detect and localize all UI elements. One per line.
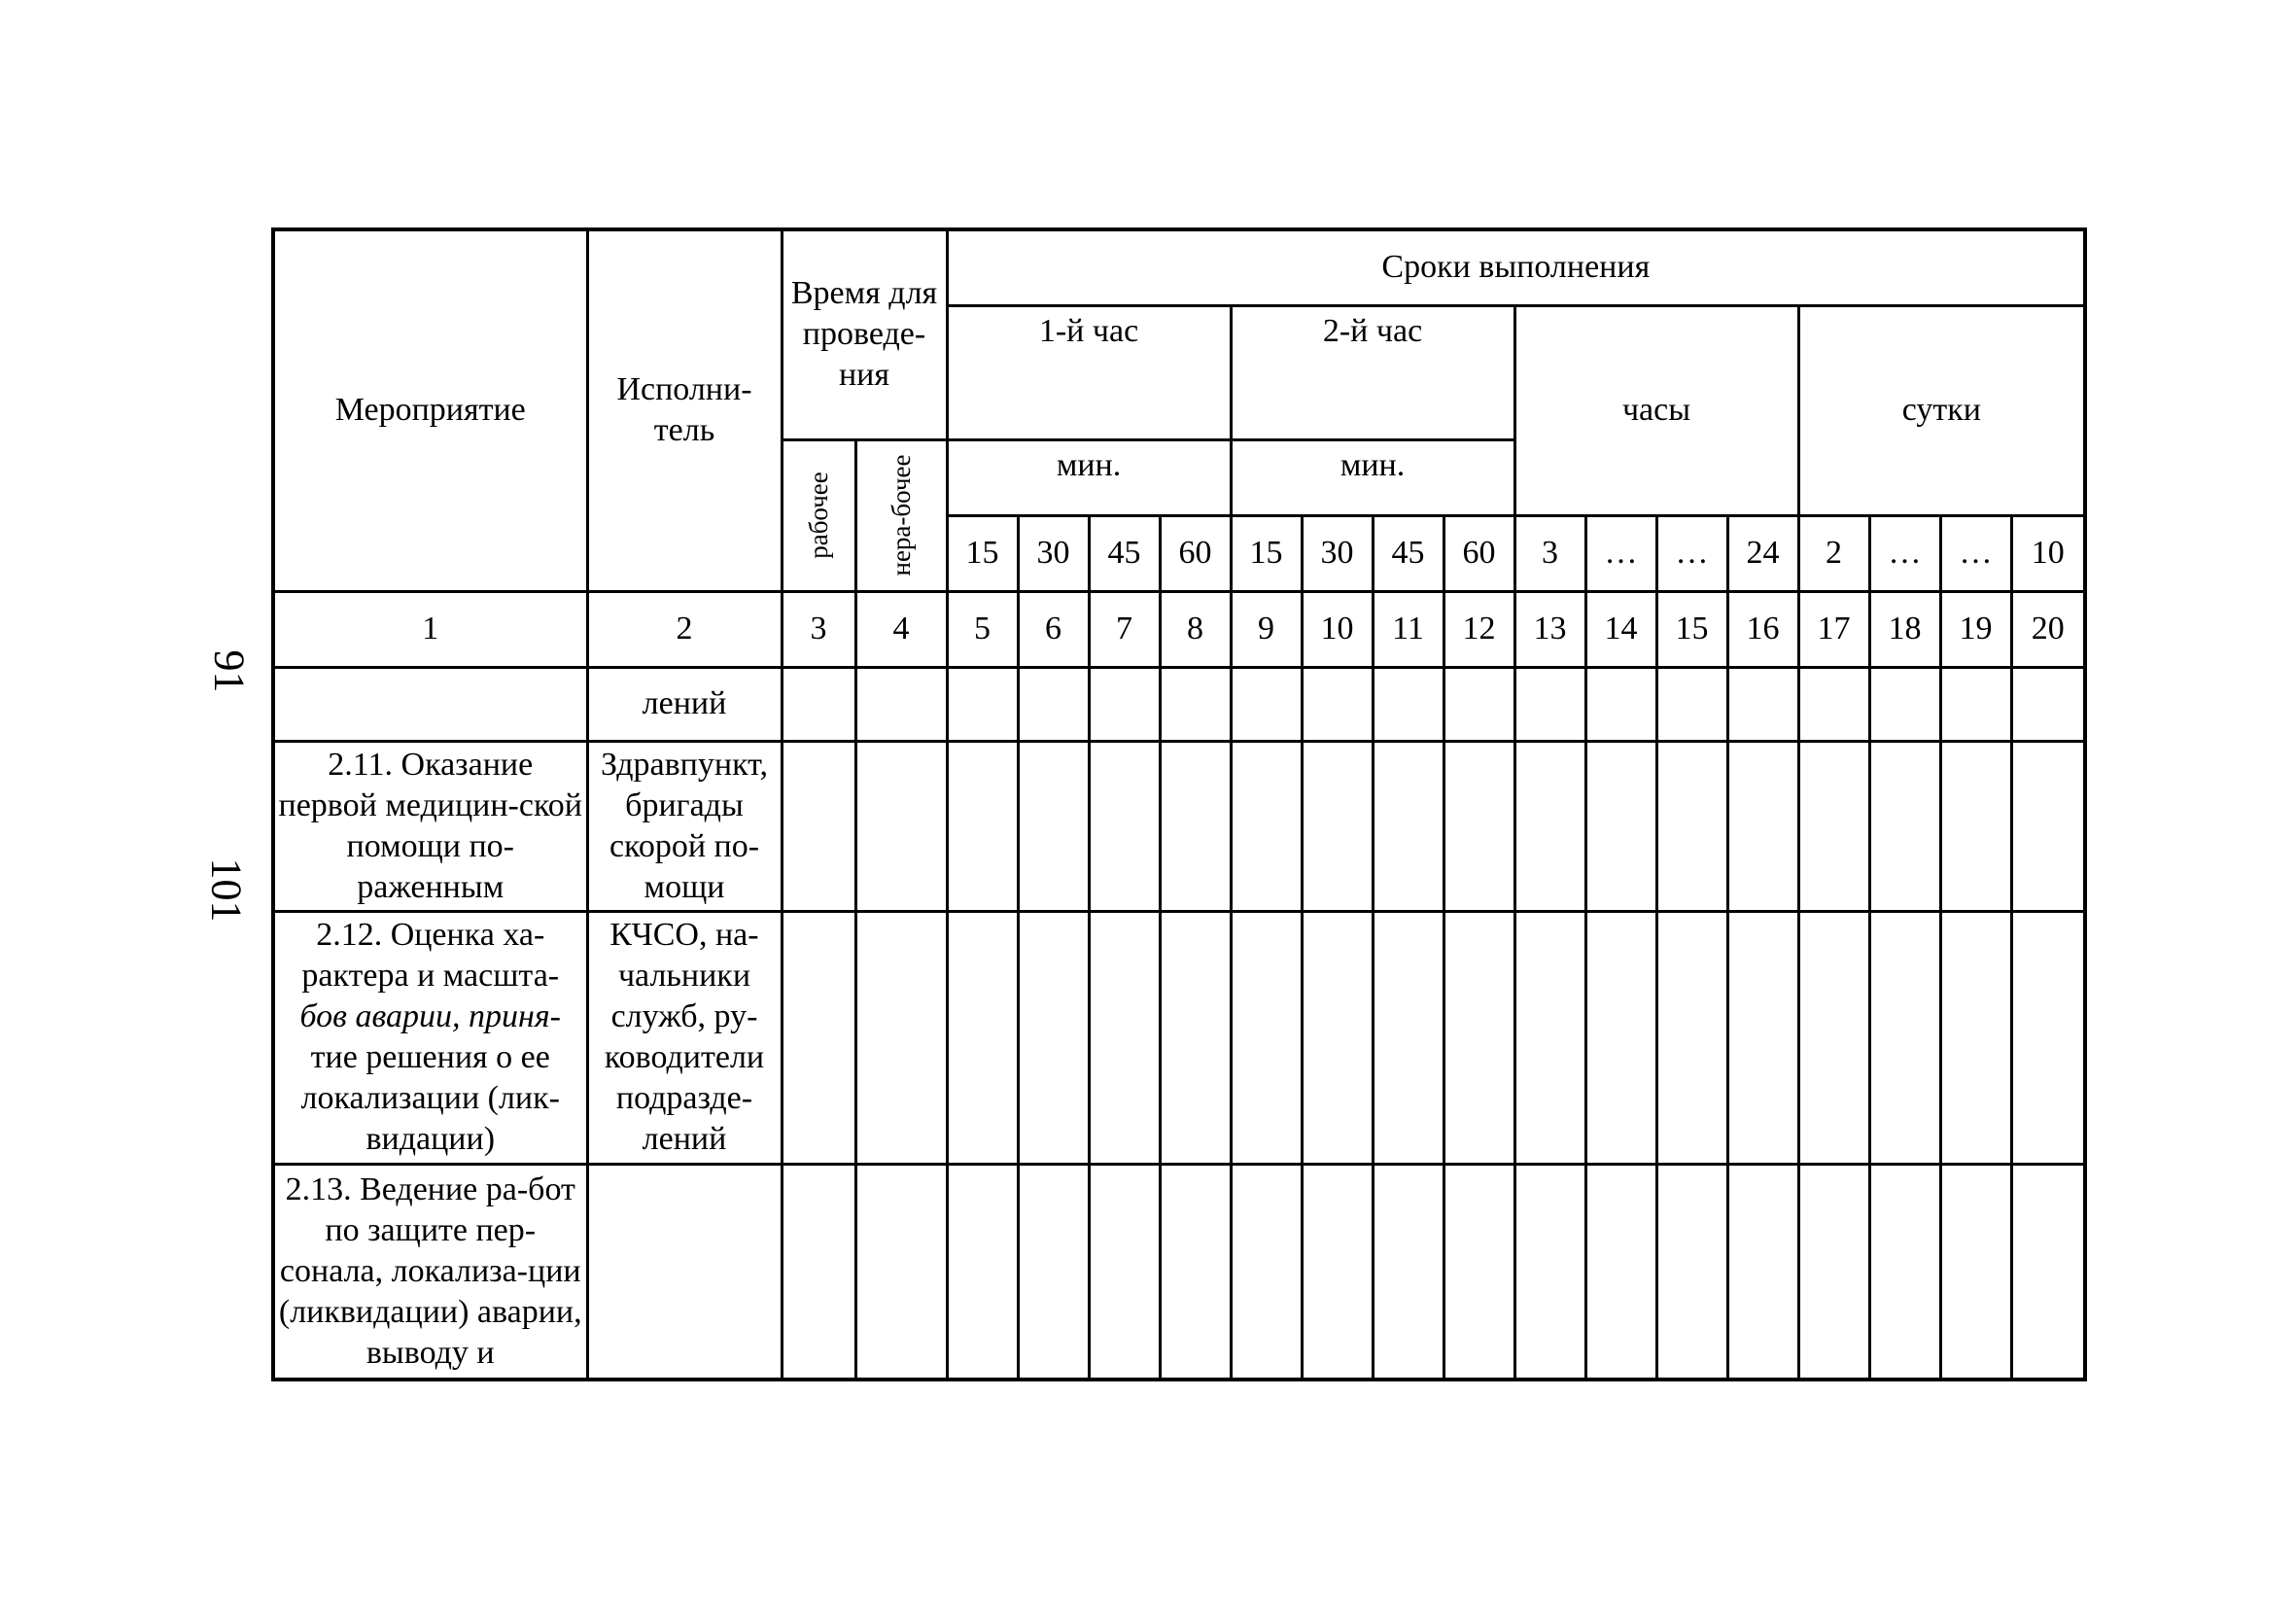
sub-value: 10 — [2011, 515, 2085, 591]
column-number: 6 — [1018, 591, 1089, 667]
column-number: 20 — [2011, 591, 2085, 667]
column-number: 9 — [1231, 591, 1302, 667]
header-deadlines: Сроки выполнения — [947, 229, 2085, 305]
header-hours: часы — [1514, 305, 1798, 515]
column-number: 3 — [782, 591, 855, 667]
header-time-work: рабочее — [804, 472, 833, 559]
sub-value: … — [1585, 515, 1656, 591]
column-number: 4 — [855, 591, 947, 667]
table-row — [273, 667, 2085, 741]
action-plan-table — [271, 227, 2087, 1381]
sub-value: 24 — [1727, 515, 1798, 591]
page-number-bottom: 101 — [202, 857, 251, 923]
table-row — [273, 911, 2085, 1164]
column-number: 18 — [1869, 591, 1940, 667]
row-executor — [587, 1164, 782, 1380]
row-activity: 2.11. Оказание первой медицин-ской помощи по-раженным — [273, 741, 587, 911]
column-number: 14 — [1585, 591, 1656, 667]
header-min-1: мин. — [947, 439, 1231, 515]
column-number: 12 — [1444, 591, 1514, 667]
sub-value: 30 — [1018, 515, 1089, 591]
header-time: Время для проведе-ния — [782, 229, 947, 439]
column-number: 2 — [587, 591, 782, 667]
column-number: 8 — [1160, 591, 1231, 667]
column-number: 11 — [1373, 591, 1444, 667]
header-hour-2: 2-й час — [1231, 305, 1514, 439]
column-number: 15 — [1656, 591, 1727, 667]
sub-value: 15 — [947, 515, 1018, 591]
sub-value: 60 — [1160, 515, 1231, 591]
column-number: 19 — [1940, 591, 2011, 667]
column-number: 13 — [1514, 591, 1585, 667]
column-number: 16 — [1727, 591, 1798, 667]
column-number: 1 — [273, 591, 587, 667]
row-executor: Здравпункт, бригады скорой по-мощи — [587, 741, 782, 911]
activity-text: 2.12. Оценка ха-рактера и масшта- — [301, 917, 560, 994]
sub-value: … — [1940, 515, 2011, 591]
row-executor: КЧСО, на-чальники служб, ру-ководители подразде-лений — [587, 911, 782, 1164]
header-time-nonwork-cell — [855, 439, 947, 591]
header-time-nonwork: нера-бочее — [887, 454, 916, 576]
sub-value: 2 — [1798, 515, 1869, 591]
page-number-top: 91 — [205, 649, 254, 693]
header-days: сутки — [1798, 305, 2085, 515]
sub-value: … — [1869, 515, 1940, 591]
column-number: 17 — [1798, 591, 1869, 667]
row-activity: 2.13. Ведение ра-бот по защите пер-сонала, локализа-ции (ликвидации) аварии, выводу и — [273, 1164, 587, 1380]
row-executor: лений — [587, 667, 782, 741]
column-number: 7 — [1089, 591, 1160, 667]
sub-value: 60 — [1444, 515, 1514, 591]
column-number: 5 — [947, 591, 1018, 667]
row-activity — [273, 911, 587, 1164]
activity-text: тие решения о ее локализации (лик-видации) — [300, 1039, 560, 1157]
header-activity: Мероприятие — [273, 229, 587, 591]
header-executor: Исполни-тель — [587, 229, 782, 591]
sub-value: 3 — [1514, 515, 1585, 591]
sub-value: 45 — [1373, 515, 1444, 591]
row-activity — [273, 667, 587, 741]
activity-text-italic: бов аварии, приня- — [299, 998, 561, 1034]
header-hour-1: 1-й час — [947, 305, 1231, 439]
sub-value: … — [1656, 515, 1727, 591]
table-row — [273, 1164, 2085, 1380]
sub-value: 45 — [1089, 515, 1160, 591]
sub-value: 30 — [1302, 515, 1373, 591]
header-min-2: мин. — [1231, 439, 1514, 515]
column-number: 10 — [1302, 591, 1373, 667]
header-time-work-cell — [782, 439, 855, 591]
sub-value: 15 — [1231, 515, 1302, 591]
table-row — [273, 741, 2085, 911]
